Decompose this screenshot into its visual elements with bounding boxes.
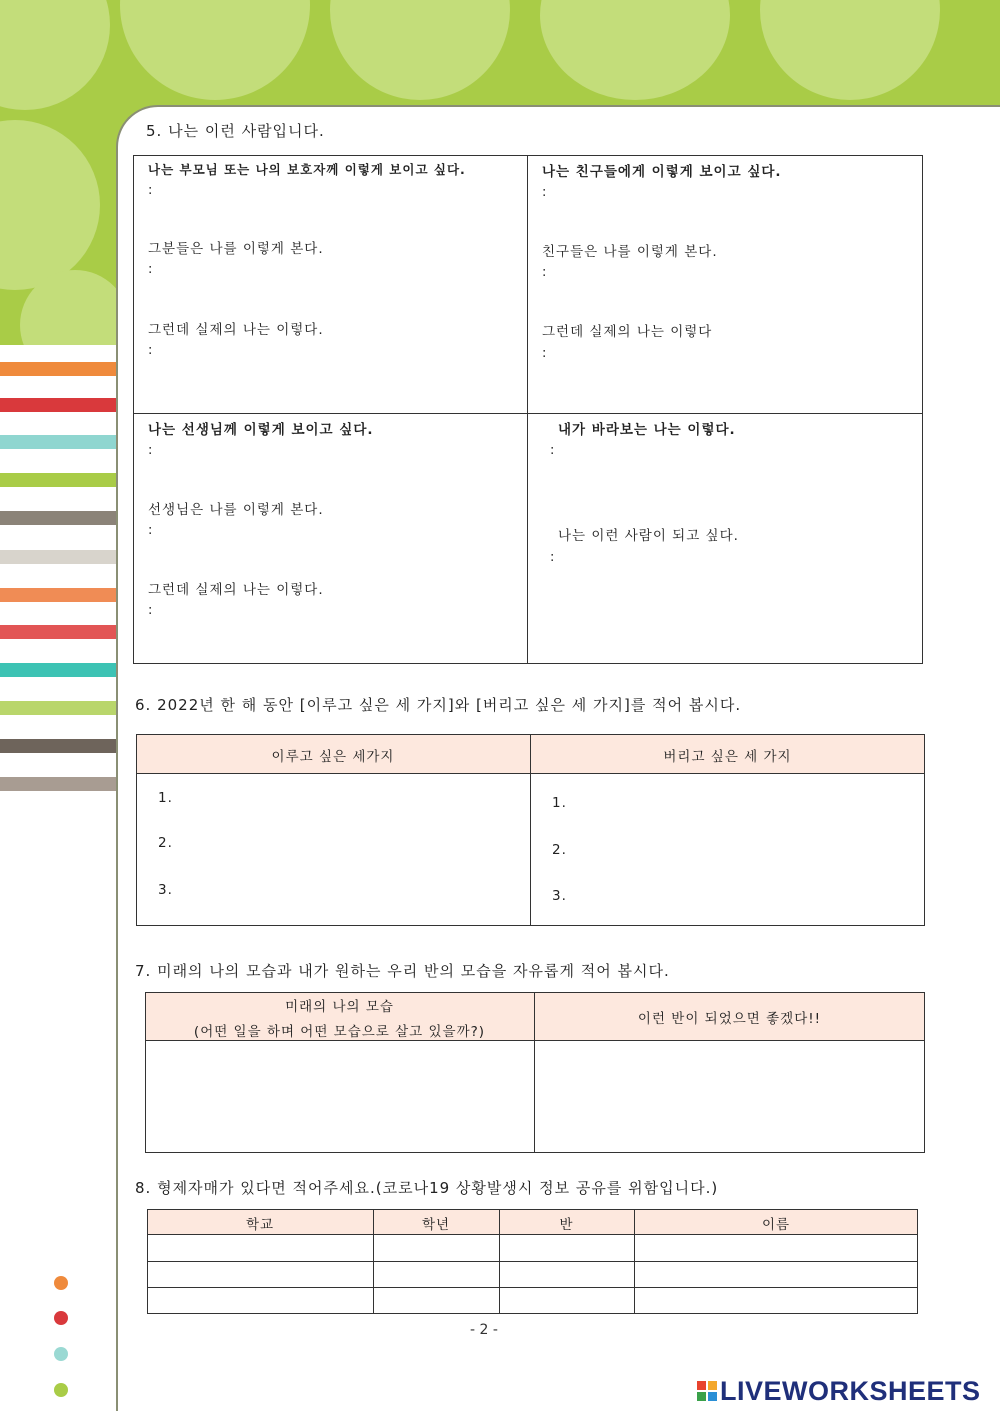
section5-divider-v	[527, 155, 528, 664]
discard-item-2[interactable]: 2.	[552, 842, 567, 858]
cell-self-line2: 나는 이런 사람이 되고 싶다.	[558, 528, 739, 544]
achieve-item-2[interactable]: 2.	[158, 835, 173, 851]
cell-parents-line2: 그분들은 나를 이렇게 본다.	[148, 241, 324, 257]
section7-title: 7. 미래의 나의 모습과 내가 원하는 우리 반의 모습을 자유롭게 적어 봅시다.	[135, 962, 670, 980]
liveworksheets-mark-icon	[697, 1381, 717, 1401]
colon: :	[542, 185, 547, 200]
cell-self-heading: 내가 바라보는 나는 이렇다.	[558, 422, 736, 438]
cell-teacher-line2: 선생님은 나를 이렇게 본다.	[148, 502, 324, 518]
cell-teacher-line3: 그런데 실제의 나는 이렇다.	[148, 582, 324, 598]
discard-header: 버리고 싶은 세 가지	[663, 749, 792, 765]
section5-title: 5. 나는 이런 사람입니다.	[146, 122, 325, 140]
achieve-item-3[interactable]: 3.	[158, 882, 173, 898]
page-number: - 2 -	[470, 1322, 498, 1338]
cell-teacher-heading: 나는 선생님께 이렇게 보이고 싶다.	[148, 422, 374, 438]
discard-item-1[interactable]: 1.	[552, 795, 567, 811]
colon: :	[550, 443, 555, 458]
colon: :	[542, 346, 547, 361]
future-self-header: 미래의 나의 모습	[285, 999, 394, 1015]
class-wish-header: 이런 반이 되었으면 좋겠다!!	[637, 1011, 822, 1027]
section8-title: 8. 형제자매가 있다면 적어주세요.(코로나19 상황발생시 정보 공유를 위함입니다.)	[135, 1179, 719, 1197]
liveworksheets-logo[interactable]	[697, 1374, 981, 1408]
color-stripes-decoration	[0, 345, 118, 805]
section5-divider-h	[133, 413, 923, 414]
achieve-item-1[interactable]: 1.	[158, 790, 173, 806]
colon: :	[542, 265, 547, 280]
siblings-row-line	[147, 1234, 918, 1235]
col-school: 학교	[245, 1217, 275, 1233]
colon: :	[148, 603, 153, 618]
colon: :	[148, 183, 153, 198]
col-name: 이름	[761, 1217, 791, 1233]
discard-item-3[interactable]: 3.	[552, 888, 567, 904]
future-self-subheader: (어떤 일을 하며 어떤 모습으로 살고 있을까?)	[193, 1024, 486, 1040]
cell-parents-line3: 그런데 실제의 나는 이렇다.	[148, 322, 324, 338]
colon: :	[148, 262, 153, 277]
col-grade: 학년	[421, 1217, 451, 1233]
siblings-row-line	[147, 1261, 918, 1262]
cell-parents-heading: 나는 부모님 또는 나의 보호자께 이렇게 보이고 싶다.	[148, 162, 466, 177]
col-class: 반	[559, 1217, 574, 1233]
colon: :	[148, 343, 153, 358]
cell-friends-line3: 그런데 실제의 나는 이렇다	[542, 324, 713, 340]
future-self-answer-area[interactable]	[146, 1041, 534, 1152]
class-wish-answer-area[interactable]	[535, 1041, 924, 1152]
achieve-header: 이루고 싶은 세가지	[271, 749, 395, 765]
cell-friends-heading: 나는 친구들에게 이렇게 보이고 싶다.	[542, 164, 782, 180]
colon: :	[148, 443, 153, 458]
liveworksheets-wordmark: LIVEWORKSHEETS	[720, 1375, 981, 1406]
section6-title: 6. 2022년 한 해 동안 [이루고 싶은 세 가지]와 [버리고 싶은 세 가지]를 적어 봅시다.	[135, 696, 742, 714]
colon: :	[148, 523, 153, 538]
cell-friends-line2: 친구들은 나를 이렇게 본다.	[542, 244, 718, 260]
colon: :	[550, 550, 555, 565]
siblings-row-line	[147, 1287, 918, 1288]
